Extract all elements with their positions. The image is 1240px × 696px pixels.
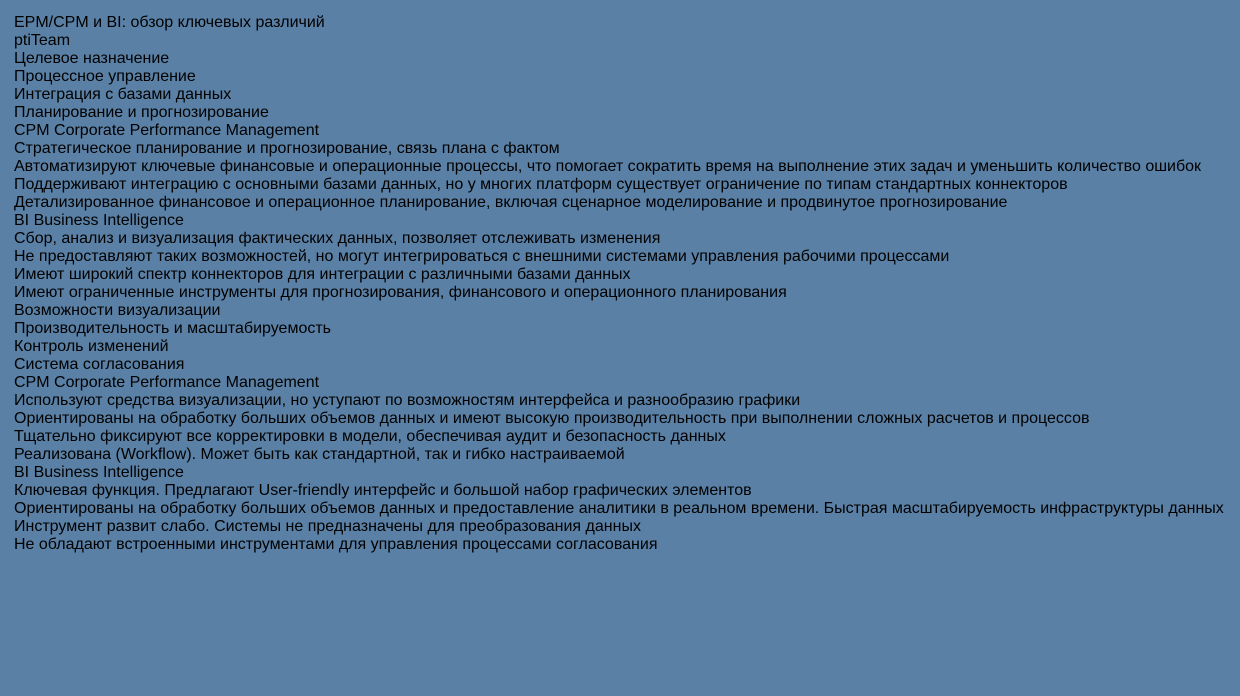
cell-text: Автоматизируют ключевые финансовые и операционные процессы, что помогает сократить время на выполнение этих задач и уменьшить количество ошибок bbox=[14, 158, 1202, 175]
cell-text: Имеют широкий спектр коннекторов для интеграции с различными базами данных bbox=[14, 266, 631, 283]
comparison-panel-1 bbox=[14, 50, 1224, 302]
column-header: Целевое назначение bbox=[14, 50, 170, 67]
cell-text: Поддерживают интеграцию с основными базами данных, но у многих платформ существует ограничение по типам стандартных коннекторов bbox=[14, 176, 1068, 193]
row-label-bi bbox=[14, 212, 1224, 230]
table-cell bbox=[14, 266, 1224, 284]
table-cell bbox=[14, 500, 1224, 518]
cell-text: Тщательно фиксируют все корректировки в модели, обеспечивая аудит и безопасность данных bbox=[14, 428, 726, 445]
cpm-abbreviation: CPM bbox=[14, 122, 50, 139]
column-header: Контроль изменений bbox=[14, 338, 169, 355]
column-header: Интеграция с базами данных bbox=[14, 86, 232, 103]
row-label-cpm bbox=[14, 122, 1224, 140]
table-cell bbox=[14, 410, 1224, 428]
table-cell bbox=[14, 446, 1224, 464]
cell-text: Имеют ограниченные инструменты для прогнозирования, финансового и операционного планирования bbox=[14, 284, 787, 301]
logo-text-team: Team bbox=[30, 32, 71, 49]
cell-text: Ключевая функция. Предлагают User-friendly интерфейс и большой набор графических элементов bbox=[14, 482, 752, 499]
logo-text-opti: pti bbox=[14, 32, 31, 49]
cell-text: Реализована (Workflow). Может быть как стандартной, так и гибко настраиваемой bbox=[14, 446, 625, 463]
table-cell bbox=[14, 428, 1224, 446]
column-header: Возможности визуализации bbox=[14, 302, 221, 319]
bi-abbreviation: BI bbox=[14, 212, 30, 229]
cell-text: Инструмент развит слабо. Системы не предназначены для преобразования данных bbox=[14, 518, 641, 535]
page-title: EPM/CPM и BI: обзор ключевых различий bbox=[14, 14, 325, 31]
cell-text: Не обладают встроенными инструментами для управления процессами согласования bbox=[14, 536, 658, 553]
table-cell bbox=[14, 284, 1224, 302]
optiteam-logo bbox=[14, 32, 1224, 50]
bi-full-name: Business Intelligence bbox=[33, 212, 184, 229]
table-cell bbox=[14, 392, 1224, 410]
cell-text: Детализированное финансовое и операционное планирование, включая сценарное моделирование и продвинутое прогнозирование bbox=[14, 194, 1008, 211]
table-cell bbox=[14, 518, 1224, 536]
table-cell bbox=[14, 140, 1224, 158]
table-cell bbox=[14, 230, 1224, 248]
cpm-full-name: Corporate Performance Management bbox=[54, 374, 320, 391]
bi-full-name: Business Intelligence bbox=[33, 464, 184, 481]
cpm-abbreviation: CPM bbox=[14, 374, 50, 391]
row-label-cpm bbox=[14, 374, 1224, 392]
cell-text: Не предоставляют таких возможностей, но могут интегрироваться с внешними системами управления рабочими процессами bbox=[14, 248, 950, 265]
column-header: Процессное управление bbox=[14, 68, 196, 85]
table-cell bbox=[14, 482, 1224, 500]
row-label-bi bbox=[14, 464, 1224, 482]
column-header: Система согласования bbox=[14, 356, 185, 373]
bi-abbreviation: BI bbox=[14, 464, 30, 481]
comparison-panel-2 bbox=[14, 302, 1224, 554]
column-header: Производительность и масштабируемость bbox=[14, 320, 332, 337]
cell-text: Используют средства визуализации, но уступают по возможностям интерфейса и разнообразию графики bbox=[14, 392, 801, 409]
table-cell bbox=[14, 248, 1224, 266]
table-cell bbox=[14, 194, 1224, 212]
cpm-full-name: Corporate Performance Management bbox=[54, 122, 320, 139]
slide-card bbox=[14, 14, 1224, 676]
cell-text: Ориентированы на обработку больших объемов данных и имеют высокую производительность при выполнении сложных расчетов и процессов bbox=[14, 410, 1090, 427]
cell-text: Сбор, анализ и визуализация фактических данных, позволяет отслеживать изменения bbox=[14, 230, 661, 247]
table-cell bbox=[14, 536, 1224, 554]
cell-text: Стратегическое планирование и прогнозирование, связь плана с фактом bbox=[14, 140, 560, 157]
column-header: Планирование и прогнозирование bbox=[14, 104, 269, 121]
table-cell bbox=[14, 176, 1224, 194]
table-cell bbox=[14, 158, 1224, 176]
cell-text: Ориентированы на обработку больших объемов данных и предоставление аналитики в реальном времени. Быстрая масштабируемость инфраструктуры данных bbox=[14, 500, 1224, 517]
